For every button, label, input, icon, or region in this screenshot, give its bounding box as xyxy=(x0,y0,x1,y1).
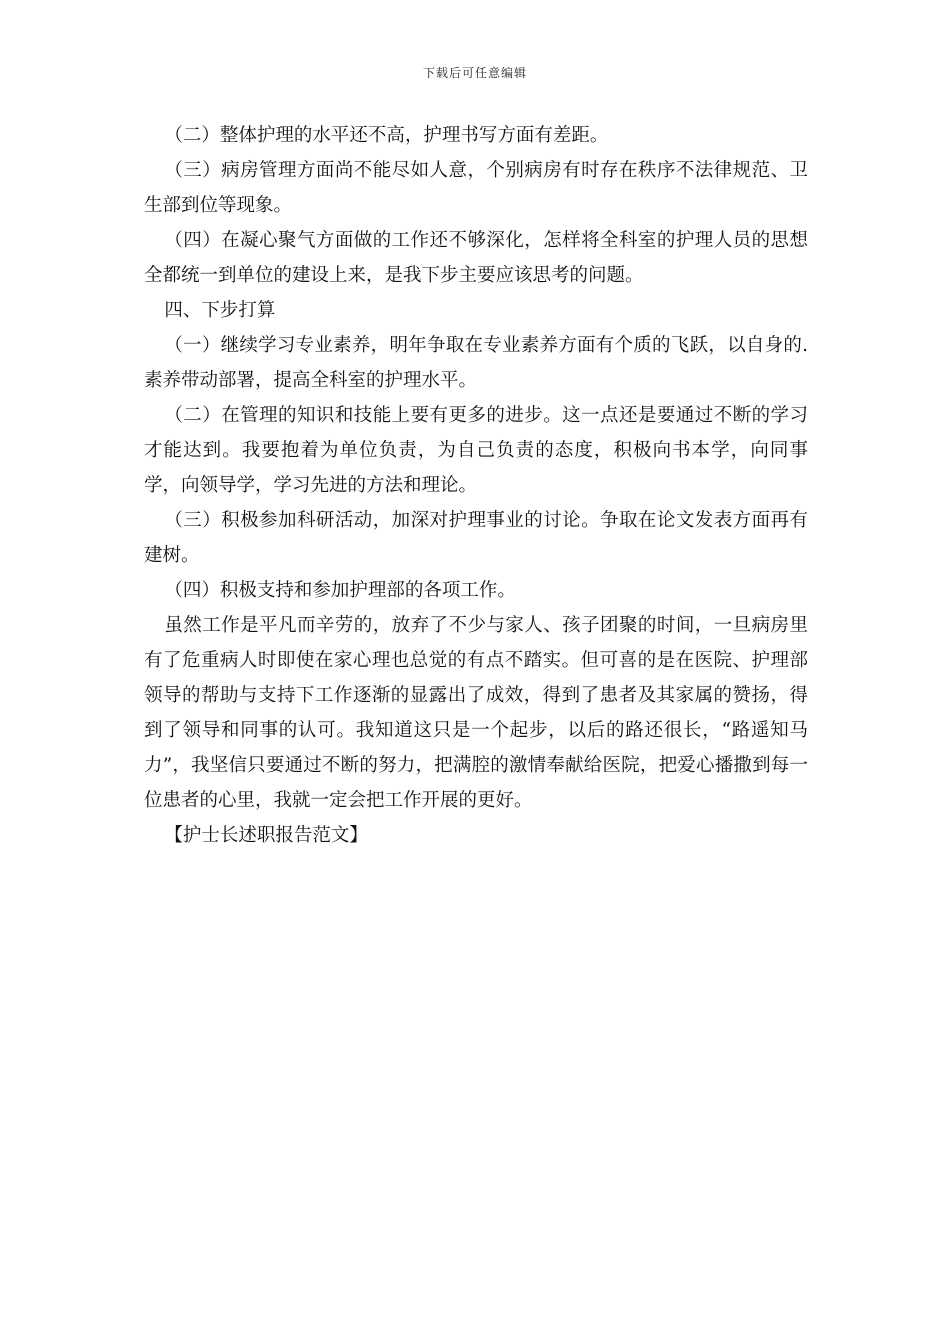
document-body xyxy=(144,118,808,853)
paragraph-plan-1: （一）继续学习专业素养，明年争取在专业素养方面有个质的飞跃，以自身的.素养带动部署，提高全科室的护理水平。 xyxy=(144,335,808,391)
paragraph-plan-3: （三）积极参加科研活动，加深对护理事业的讨论。争取在论文发表方面再有建树。 xyxy=(144,510,808,566)
section-heading-next-plan: 四、下步打算 xyxy=(164,300,276,321)
header-note: 下载后可任意编辑 xyxy=(422,66,527,80)
paragraph-conclusion: 虽然工作是平凡而辛劳的，放弃了不少与家人、孩子团聚的时间，一旦病房里有了危重病人时即使在家心理也总觉的有点不踏实。但可喜的是在医院、护理部领导的帮助与支持下工作逐渐的显露出了成效，得到了患者及其家属的赞扬，得到了领导和同事的认可。我知道这只是一个起步，以后的路还很长，“路遥知马力”，我坚信只要通过不断的努力，把满腔的激情奉献给医院，把爱心播撒到每一位患者的心里，我就一定会把工作开展的更好。 xyxy=(144,615,808,811)
document-footer-title: 【护士长述职报告范文】 xyxy=(164,825,368,846)
paragraph-plan-2: （二）在管理的知识和技能上要有更多的进步。这一点还是要通过不断的学习才能达到。我要抱着为单位负责，为自己负责的态度，积极向书本学，向同事学，向领导学，学习先进的方法和理论。 xyxy=(144,405,808,496)
paragraph-weakness-2: （二）整体护理的水平还不高，护理书写方面有差距。 xyxy=(164,125,609,146)
paragraph-weakness-3: （三）病房管理方面尚不能尽如人意，个别病房有时存在秩序不法律规范、卫生部到位等现象。 xyxy=(144,160,808,216)
paragraph-weakness-4: （四）在凝心聚气方面做的工作还不够深化，怎样将全科室的护理人员的思想全都统一到单位的建设上来，是我下步主要应该思考的问题。 xyxy=(144,230,808,286)
paragraph-plan-4: （四）积极支持和参加护理部的各项工作。 xyxy=(164,580,516,601)
